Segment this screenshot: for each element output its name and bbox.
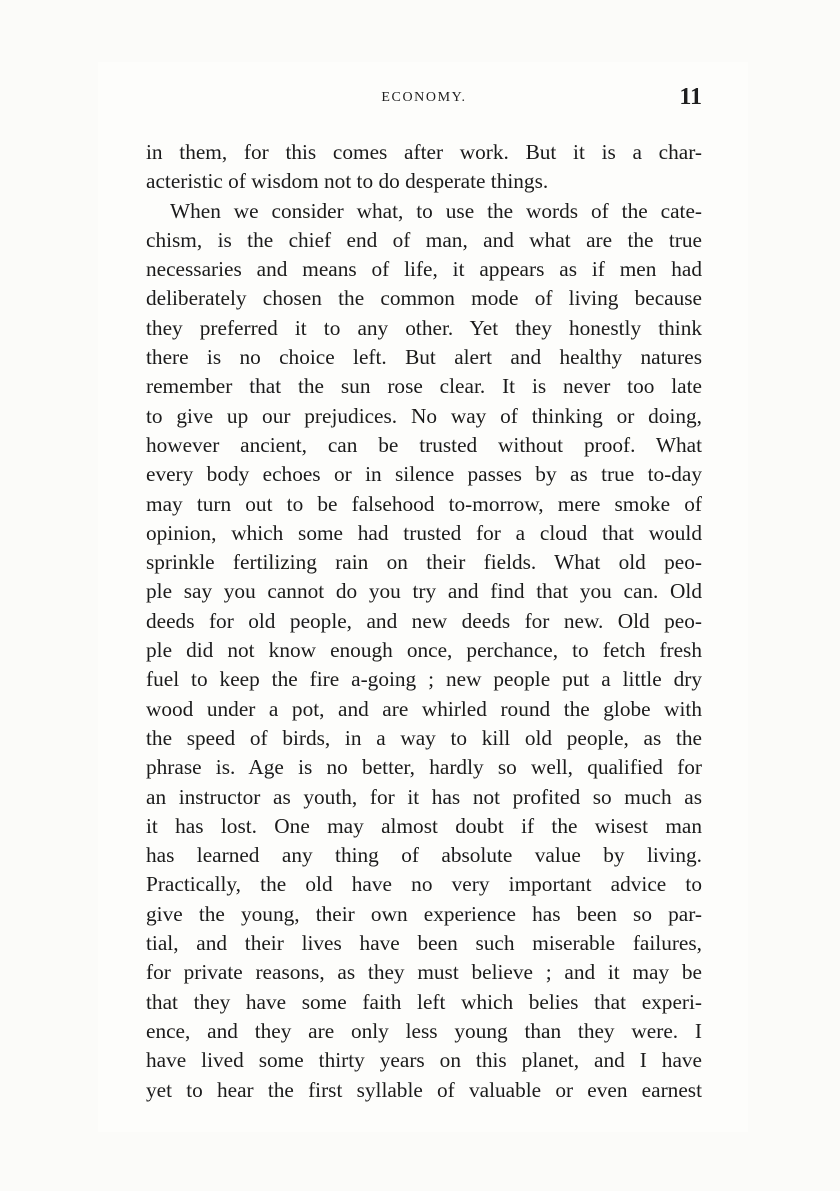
running-title: ECONOMY. xyxy=(381,90,467,105)
text-line: yet to hear the first syllable of valuable or even earnest xyxy=(146,1077,702,1102)
text-line: it has lost. One may almost doubt if the wisest man xyxy=(146,813,702,838)
text-line: the speed of birds, in a way to kill old people, as the xyxy=(146,725,702,750)
text-line: in them, for this comes after work. But it is a char- xyxy=(146,140,702,164)
text-line: opinion, which some had trusted for a cloud that would xyxy=(146,520,702,545)
text-line: ence, and they are only less young than they were. I xyxy=(146,1018,702,1043)
text-line: every body echoes or in silence passes by as true to-day xyxy=(146,462,702,487)
text-line: may turn out to be falsehood to-morrow, mere smoke of xyxy=(146,491,702,516)
text-line: deeds for old people, and new deeds for new. Old peo- xyxy=(146,608,702,633)
text-line: phrase is. Age is no better, hardly so well, qualified for xyxy=(146,755,702,780)
text-line: fuel to keep the fire a-going ; new people put a little dry xyxy=(146,667,702,692)
text-line: however ancient, can be trusted without proof. What xyxy=(146,432,702,457)
text-line: tial, and their lives have been such miserable failures, xyxy=(146,931,702,956)
running-head xyxy=(146,84,702,114)
text-line: to give up our prejudices. No way of thinking or doing, xyxy=(146,403,702,428)
text-line: chism, is the chief end of man, and what are the true xyxy=(146,227,702,252)
text-line: ple say you cannot do you try and find that you can. Old xyxy=(146,579,702,604)
text-line: wood under a pot, and are whirled round the globe with xyxy=(146,696,702,721)
text-line: they preferred it to any other. Yet they honestly think xyxy=(146,315,702,340)
body-text xyxy=(146,138,702,1105)
text-line: for private reasons, as they must believe ; and it may be xyxy=(146,960,702,985)
text-line: necessaries and means of life, it appears as if men had xyxy=(146,257,702,282)
text-line: acteristic of wisdom not to do desperate things. xyxy=(146,169,549,194)
text-line: Practically, the old have no very important advice to xyxy=(146,872,702,897)
text-line: an instructor as youth, for it has not profited so much as xyxy=(146,784,702,809)
text-line: sprinkle fertilizing rain on their fields. What old peo- xyxy=(146,550,702,575)
text-line: When we consider what, to use the words of the cate- xyxy=(170,198,702,223)
text-line: that they have some faith left which belies that experi- xyxy=(146,989,702,1014)
text-line: give the young, their own experience has been so par- xyxy=(146,901,702,926)
text-line: remember that the sun rose clear. It is never too late xyxy=(146,374,702,399)
text-line: ple did not know enough once, perchance, to fetch fresh xyxy=(146,638,702,663)
text-line: has learned any thing of absolute value by living. xyxy=(146,843,702,868)
page-number: 11 xyxy=(679,84,702,110)
text-line: have lived some thirty years on this planet, and I have xyxy=(146,1048,702,1073)
text-line: deliberately chosen the common mode of living because xyxy=(146,286,702,311)
text-line: there is no choice left. But alert and healthy natures xyxy=(146,345,702,370)
